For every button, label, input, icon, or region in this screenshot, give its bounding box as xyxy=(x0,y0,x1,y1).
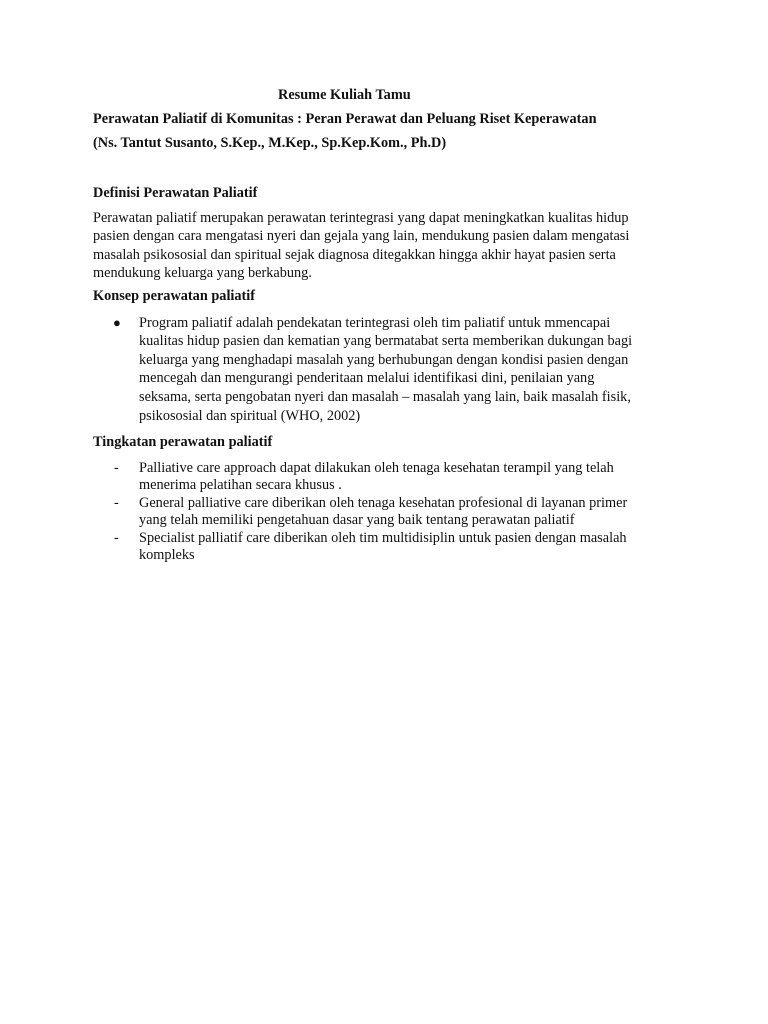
paragraph-line: pasien dengan cara mengatasi nyeri dan gejala yang lain, mendukung pasien dalam mengatasi xyxy=(93,228,630,245)
bullet-line: seksama, serta pengobatan nyeri dan masalah – masalah yang lain, baik masalah fisik, xyxy=(139,388,631,405)
speaker-name: (Ns. Tantut Susanto, S.Kep., M.Kep., Sp.Kep.Kom., Ph.D) xyxy=(93,135,447,151)
section-heading-konsep: Konsep perawatan paliatif xyxy=(93,287,256,304)
bullet-icon: ● xyxy=(113,314,121,330)
tingkatan-dash-list xyxy=(93,460,683,565)
document-title: Resume Kuliah Tamu xyxy=(278,87,411,103)
section-heading-definisi: Definisi Perawatan Paliatif xyxy=(93,185,258,201)
bullet-line: psikososial dan spiritual (WHO, 2002) xyxy=(139,407,361,424)
dash-bullet: - xyxy=(114,529,119,546)
dash-line: General palliative care diberikan oleh tenaga kesehatan profesional di layanan primer xyxy=(139,494,628,511)
document-subtitle: Perawatan Paliatif di Komunitas : Peran Perawat dan Peluang Riset Keperawatan xyxy=(93,111,597,127)
bullet-line: mencegah dan mengurangi penderitaan melalui identifikasi dini, penilaian yang xyxy=(139,370,595,387)
dash-bullet: - xyxy=(114,494,119,511)
dash-bullet: - xyxy=(114,459,119,476)
list-item xyxy=(93,495,659,530)
list-item xyxy=(93,314,659,426)
paragraph-line: mendukung keluarga yang berkabung. xyxy=(93,265,312,282)
document-page xyxy=(93,86,683,565)
dash-line: kompleks xyxy=(139,547,195,564)
bullet-line: Program paliatif adalah pendekatan terintegrasi oleh tim paliatif untuk mmencapai xyxy=(139,314,611,331)
paragraph-line: Perawatan paliatif merupakan perawatan terintegrasi yang dapat meningkatkan kualitas hidup xyxy=(93,209,629,226)
paragraph-line: masalah psikososial dan spiritual sejak diagnosa ditegakkan hingga akhir hayat pasien serta xyxy=(93,246,616,263)
dash-line: yang telah memiliki pengetahuan dasar yang baik tentang perawatan paliatif xyxy=(139,512,575,529)
list-item xyxy=(93,530,659,565)
dash-line: Specialist palliatif care diberikan oleh tim multidisiplin untuk pasien dengan masalah xyxy=(139,529,627,546)
bullet-line: keluarga yang menghadapi masalah yang berhubungan dengan kondisi pasien dengan xyxy=(139,351,629,368)
bullet-line: kualitas hidup pasien dan kematian yang bermatabat serta memberikan dukungan bagi xyxy=(139,333,633,350)
dash-line: Palliative care approach dapat dilakukan oleh tenaga kesehatan terampil yang telah xyxy=(139,459,614,476)
konsep-bullet-list xyxy=(93,314,683,426)
definisi-paragraph xyxy=(93,209,653,283)
dash-line: menerima pelatihan secara khusus . xyxy=(139,477,342,494)
section-heading-tingkatan: Tingkatan perawatan paliatif xyxy=(93,434,273,451)
list-item xyxy=(93,460,659,495)
